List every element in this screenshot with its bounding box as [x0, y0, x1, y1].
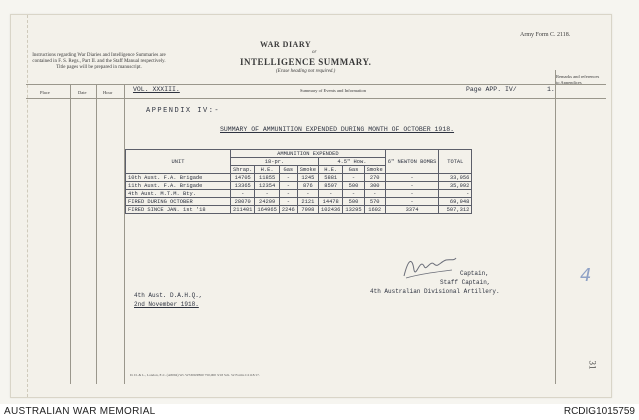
value-cell: 2121 [297, 198, 318, 206]
form-instructions: Instructions regarding War Diaries and Intelligence Summaries are contained in F. S. Regs., Part II. and the Staff Manual respectively. Title pages will be prepared in manuscript. [32, 53, 166, 70]
value-cell: 164965 [255, 206, 279, 214]
column-date: Date [78, 90, 87, 95]
origin-headquarters: 4th Aust. D.A.H.Q., [134, 292, 203, 299]
value-cell: 2246 [279, 206, 297, 214]
archive-footer [0, 404, 639, 420]
total-cell: 33,956 [439, 174, 472, 182]
value-cell: 7998 [297, 206, 318, 214]
table-row-fired-since [126, 206, 472, 214]
value-cell: 12354 [255, 182, 279, 190]
value-cell: 13365 [231, 182, 255, 190]
table-row-fired-october [126, 198, 472, 206]
value-cell: - [343, 174, 364, 182]
value-cell: - [297, 190, 318, 198]
header-unit: UNIT [126, 150, 231, 174]
value-cell: 211401 [231, 206, 255, 214]
value-cell: 14478 [318, 198, 342, 206]
sub-header: Smoke [297, 166, 318, 174]
header-total: TOTAL [439, 150, 472, 174]
total-cell: - [439, 190, 472, 198]
unit-cell: FIRED SINCE JAN. 1st '18 [126, 206, 231, 214]
value-cell: - [385, 198, 439, 206]
value-cell: 102436 [318, 206, 342, 214]
value-cell: 876 [297, 182, 318, 190]
header-4-5-how: 4.5" How. [318, 158, 385, 166]
sub-header: Smoke [364, 166, 385, 174]
summary-heading: Summary of Events and Information [300, 88, 366, 93]
unit-cell: FIRED DURING OCTOBER [126, 198, 231, 206]
appendix-heading: APPENDIX IV:- [146, 107, 221, 115]
value-cell: 5881 [318, 174, 342, 182]
value-cell: 14705 [231, 174, 255, 182]
signature-rank: Captain, [460, 270, 489, 277]
value-cell: 8597 [318, 182, 342, 190]
sub-header: Gas [343, 166, 364, 174]
sub-header: H.E. [318, 166, 342, 174]
signature-staff: Staff Captain, [440, 279, 491, 286]
value-cell: 500 [343, 182, 364, 190]
value-cell: - [343, 190, 364, 198]
value-cell: - [385, 182, 439, 190]
header-18pr: 18-pr. [231, 158, 319, 166]
value-cell: 570 [364, 198, 385, 206]
header-rule-lower [26, 98, 606, 99]
value-cell: 1602 [364, 206, 385, 214]
unit-cell: 4th Aust. M.T.M. Bty. [126, 190, 231, 198]
margin-pencil-mark: 4 [580, 265, 592, 286]
value-cell: 500 [343, 198, 364, 206]
column-hour: Hour [103, 90, 113, 95]
header-newton-bombs: 6" NEWTON BOMBS [385, 150, 439, 174]
value-cell: - [279, 182, 297, 190]
value-cell: 13295 [343, 206, 364, 214]
value-cell: - [279, 190, 297, 198]
value-cell: 24209 [255, 198, 279, 206]
summary-title: SUMMARY OF AMMUNITION EXPENDED DURING MONTH OF OCTOBER 1918. [220, 126, 455, 133]
value-cell: 270 [364, 174, 385, 182]
sub-header: Shrap. [231, 166, 255, 174]
value-cell: 1245 [297, 174, 318, 182]
value-cell: - [364, 190, 385, 198]
value-cell: 3374 [385, 206, 439, 214]
form-or: or [312, 50, 317, 55]
total-cell: 507,312 [439, 206, 472, 214]
table-row [126, 182, 472, 190]
value-cell: - [255, 190, 279, 198]
column-place: Place [40, 90, 50, 95]
value-cell: - [318, 190, 342, 198]
column-rule [555, 70, 556, 384]
ammunition-table [125, 149, 472, 214]
column-rule [70, 84, 71, 384]
value-cell: 28070 [231, 198, 255, 206]
table-row [126, 174, 472, 182]
column-rule [96, 84, 97, 384]
unit-cell: 10th Aust. F.A. Brigade [126, 174, 231, 182]
archive-reference: RCDIG1015759 [563, 406, 635, 417]
form-erase-note: (Erase heading not required.) [276, 69, 336, 74]
value-cell: 300 [364, 182, 385, 190]
column-rule [124, 84, 125, 384]
value-cell: 11855 [255, 174, 279, 182]
document-date: 2nd November 1918. [134, 301, 199, 308]
printer-imprint: D. D. & L., London, E.C. (A8094) Wt. W5300/P860 750,000 3/18 Sch. 52 Forms C2118/17. [130, 373, 260, 377]
value-cell: - [231, 190, 255, 198]
form-title: WAR DIARY [260, 40, 312, 49]
total-cell: 69,948 [439, 198, 472, 206]
value-cell: - [279, 174, 297, 182]
header-ammunition: AMMUNITION EXPENDED [231, 150, 386, 158]
archive-name: AUSTRALIAN WAR MEMORIAL [4, 406, 156, 417]
page-number: 1. [547, 86, 555, 93]
remarks-column-heading: Remarks and references to Appendices [556, 74, 600, 85]
army-form-number: Army Form C. 2118. [520, 32, 571, 38]
value-cell: - [385, 190, 439, 198]
value-cell: - [385, 174, 439, 182]
value-cell: - [279, 198, 297, 206]
form-subtitle: INTELLIGENCE SUMMARY. [240, 57, 372, 67]
page-label: Page APP. IV/ [466, 86, 517, 93]
page-side-number: 31 [587, 360, 598, 370]
volume-number: VOL. XXXIII. [133, 86, 180, 93]
signature-division: 4th Australian Divisional Artillery. [370, 288, 500, 295]
handwritten-signature [400, 248, 460, 282]
sub-header: Gas [279, 166, 297, 174]
header-rule [26, 84, 606, 85]
table-row [126, 190, 472, 198]
total-cell: 35,992 [439, 182, 472, 190]
unit-cell: 11th Aust. F.A. Brigade [126, 182, 231, 190]
sub-header: H.E. [255, 166, 279, 174]
